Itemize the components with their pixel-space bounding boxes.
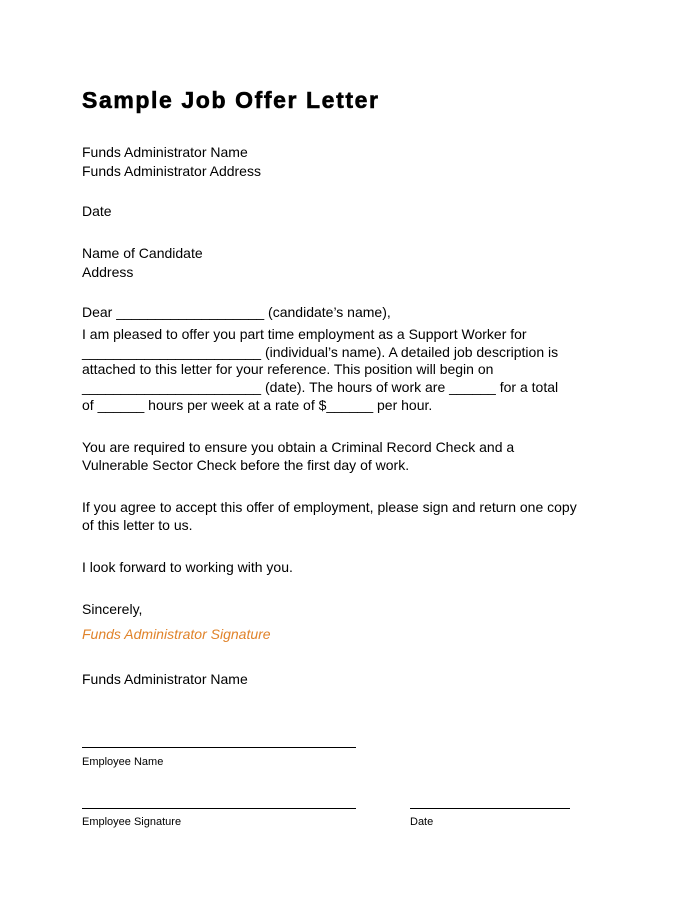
closing-name: Funds Administrator Name [82,671,248,687]
employee-name-label: Employee Name [82,756,164,768]
employee-name-line [82,747,356,748]
paragraph-line: If you agree to accept this offer of employment, please sign and return one copy [82,499,577,515]
paragraph-line: I am pleased to offer you part time employment as a Support Worker for [82,326,527,342]
paragraph-line: _______________________ (date). The hours of work are ______ for a total [82,379,559,395]
sender-address: Funds Administrator Address [82,163,261,179]
recipient-address: Address [82,264,134,280]
paragraph-line: Vulnerable Sector Check before the first day of work. [82,457,410,473]
salutation: Dear ___________________ (candidate’s name), [82,304,391,320]
page-title: Sample Job Offer Letter [82,87,380,113]
letter-date: Date [82,203,112,219]
paragraph-line: attached to this letter for your reference. This position will begin on [82,361,494,377]
paragraph-line: You are required to ensure you obtain a Criminal Record Check and a [82,439,515,455]
sender-name: Funds Administrator Name [82,144,248,160]
paragraph-line: I look forward to working with you. [82,559,293,575]
paragraph-line: of ______ hours per week at a rate of $______ per hour. [82,397,433,413]
closing-sincerely: Sincerely, [82,601,143,617]
paragraph-line: _______________________ (individual’s name). A detailed job description is [82,344,559,360]
recipient-name: Name of Candidate [82,245,203,261]
signature-text: Funds Administrator Signature [82,626,271,642]
date-label: Date [410,816,434,828]
date-line [410,808,570,809]
paragraph-line: of this letter to us. [82,517,193,533]
employee-signature-label: Employee Signature [82,816,182,828]
employee-signature-line [82,808,356,809]
